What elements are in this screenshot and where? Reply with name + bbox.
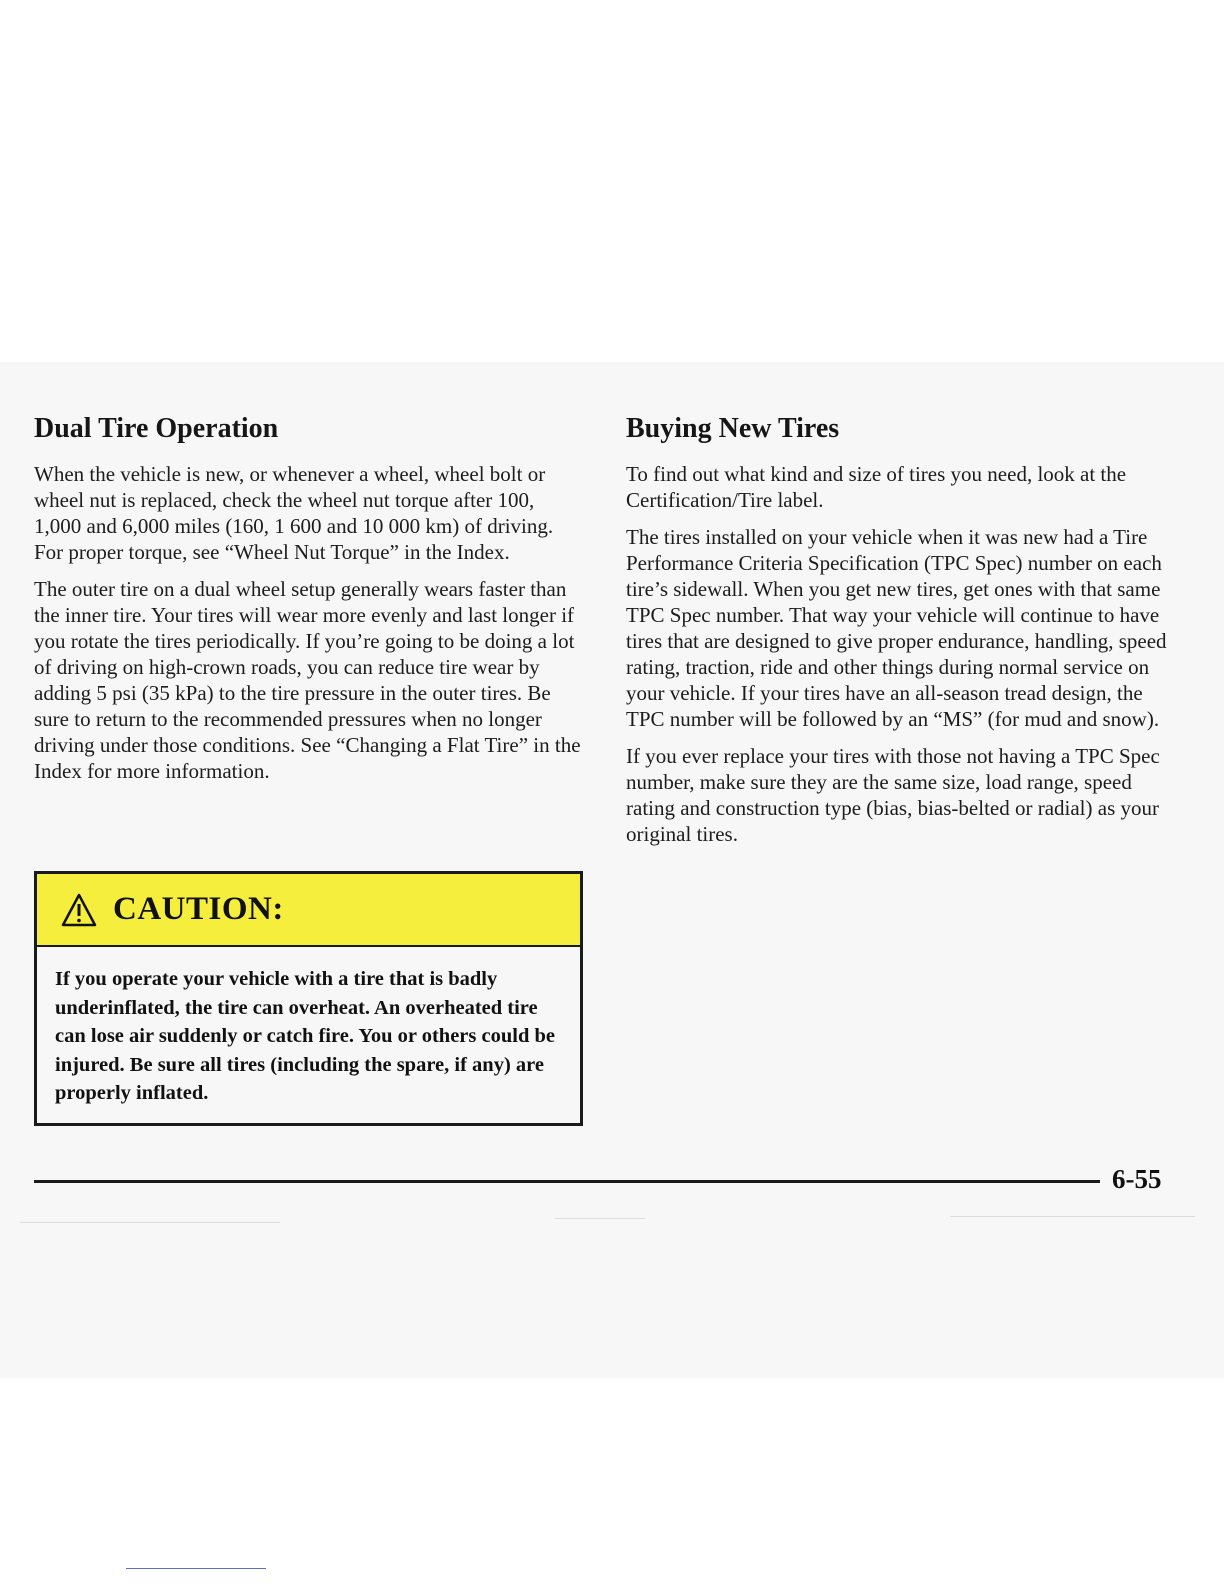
footer-rule (34, 1180, 1100, 1183)
dual-tire-paragraph-1: When the vehicle is new, or whenever a wheel, wheel bolt or wheel nut is replaced, check the wheel nut torque after 100, 1,000 and 6,000 miles (160, 1 600 and 10 000 km) of driving. For proper torque, see “Wheel Nut Torque” in the Index. (34, 461, 554, 564)
buying-tires-heading: Buying New Tires (626, 413, 840, 444)
scan-artifact-line (950, 1216, 1195, 1217)
buying-tires-paragraph-1: To find out what kind and size of tires you need, look at the Certification/Tire label. (626, 461, 1127, 512)
buying-tires-paragraph-3: If you ever replace your tires with those not having a TPC Spec number, make sure they are the same size, load range, speed rating and construction type (bias, bias-belted or radial) as your original tires. (626, 743, 1160, 846)
caution-text: If you operate your vehicle with a tire that is badly underinflated, the tire can overheat. An overheated tire can lose air suddenly or catch fire. You or others could be injured. Be sure all tires (including the spare, if any) are properly inflated. (55, 968, 555, 1104)
warning-triangle-icon (61, 893, 97, 927)
dual-tire-heading: Dual Tire Operation (34, 413, 279, 444)
page-number: 6-55 (1112, 1164, 1162, 1194)
scan-artifact-line (555, 1218, 645, 1219)
bottom-link-underline (126, 1568, 266, 1569)
buying-tires-paragraph-2: The tires installed on your vehicle when it was new had a Tire Performance Criteria Specification (TPC Spec) number on each tire’s sidewall. When you get new tires, get ones with that same TPC Spec number. That way your vehicle will continue to have tires that are designed to give proper endurance, handling, speed rating, traction, ride and other things during normal service on your vehicle. If your tires have an all-season tread design, the TPC number will be followed by an “MS” (for mud and snow). (626, 524, 1167, 731)
dual-tire-paragraph-2: The outer tire on a dual wheel setup generally wears faster than the inner tire. Your tires will wear more evenly and last longer if you rotate the tires periodically. If you’re going to be doing a lot of driving on high-crown roads, you can reduce tire wear by adding 5 psi (35 kPa) to the tire pressure in the outer tires. Be sure to return to the recommended pressures when no longer driving under those conditions. See “Changing a Flat Tire” in the Index for more information. (34, 576, 581, 783)
caution-header (37, 874, 580, 947)
dual-tire-section (34, 414, 586, 795)
scan-artifact-line (20, 1222, 280, 1223)
caution-box (34, 871, 583, 1126)
caution-title: CAUTION: (113, 891, 284, 927)
buying-tires-section (626, 414, 1174, 858)
